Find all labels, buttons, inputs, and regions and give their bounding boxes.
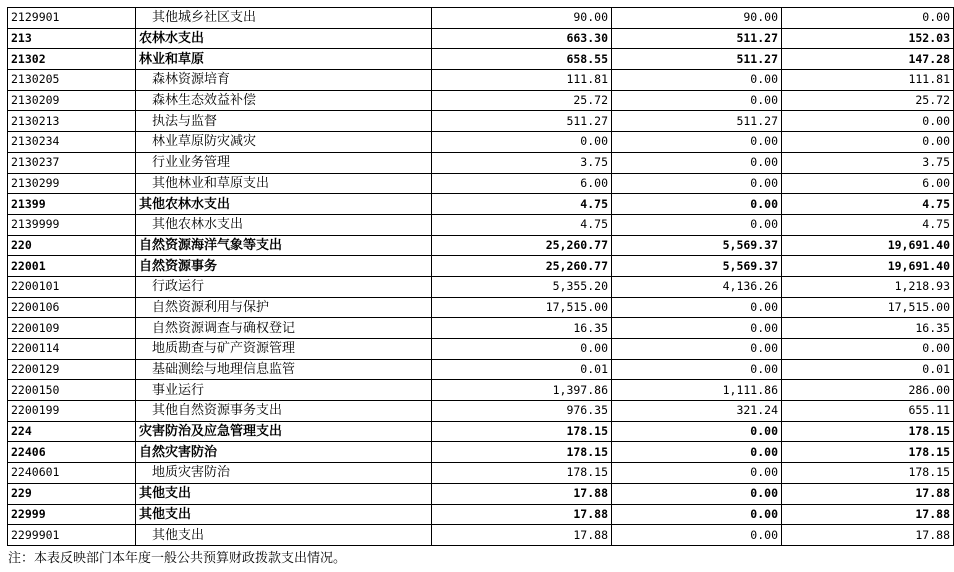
total-amount-cell: 4.75 [432,194,612,215]
table-row [8,111,954,132]
subject-name-cell: 其他支出 [136,525,432,546]
subject-code-cell: 2200114 [8,339,136,360]
footnote: 注：本表反映部门本年度一般公共预算财政拨款支出情况。 [8,551,347,566]
project-expenditure-cell: 6.00 [782,173,954,194]
table-row [8,49,954,70]
project-expenditure-cell: 286.00 [782,380,954,401]
project-expenditure-cell: 4.75 [782,214,954,235]
total-amount-cell: 0.00 [432,339,612,360]
basic-expenditure-cell: 5,569.37 [612,235,782,256]
subject-name-cell: 森林资源培育 [136,70,432,91]
subject-name-cell: 执法与监督 [136,111,432,132]
subject-code-cell: 22001 [8,256,136,277]
subject-code-cell: 2130237 [8,152,136,173]
subject-name-cell: 其他支出 [136,483,432,504]
basic-expenditure-cell: 0.00 [612,173,782,194]
subject-code-cell: 2299901 [8,525,136,546]
basic-expenditure-cell: 511.27 [612,28,782,49]
basic-expenditure-cell: 0.00 [612,90,782,111]
subject-name-cell: 林业和草原 [136,49,432,70]
table-row [8,442,954,463]
subject-name-cell: 其他农林水支出 [136,214,432,235]
project-expenditure-cell: 17.88 [782,483,954,504]
basic-expenditure-cell: 0.00 [612,70,782,91]
subject-name-cell: 其他城乡社区支出 [136,8,432,29]
project-expenditure-cell: 4.75 [782,194,954,215]
table-row [8,276,954,297]
project-expenditure-cell: 19,691.40 [782,235,954,256]
subject-code-cell: 2240601 [8,463,136,484]
subject-code-cell: 2200106 [8,297,136,318]
project-expenditure-cell: 17.88 [782,504,954,525]
subject-code-cell: 2200129 [8,359,136,380]
table-row [8,463,954,484]
subject-name-cell: 行政运行 [136,276,432,297]
basic-expenditure-cell: 0.00 [612,297,782,318]
basic-expenditure-cell: 0.00 [612,152,782,173]
basic-expenditure-cell: 0.00 [612,132,782,153]
subject-code-cell: 22406 [8,442,136,463]
subject-name-cell: 行业业务管理 [136,152,432,173]
project-expenditure-cell: 0.00 [782,8,954,29]
subject-name-cell: 农林水支出 [136,28,432,49]
table-row [8,297,954,318]
subject-name-cell: 地质灾害防治 [136,463,432,484]
project-expenditure-cell: 111.81 [782,70,954,91]
basic-expenditure-cell: 0.00 [612,194,782,215]
project-expenditure-cell: 1,218.93 [782,276,954,297]
basic-expenditure-cell: 0.00 [612,359,782,380]
basic-expenditure-cell: 5,569.37 [612,256,782,277]
table-row [8,173,954,194]
subject-code-cell: 2139999 [8,214,136,235]
basic-expenditure-cell: 0.00 [612,318,782,339]
total-amount-cell: 178.15 [432,421,612,442]
basic-expenditure-cell: 0.00 [612,421,782,442]
project-expenditure-cell: 178.15 [782,442,954,463]
project-expenditure-cell: 655.11 [782,401,954,422]
project-expenditure-cell: 17,515.00 [782,297,954,318]
project-expenditure-cell: 25.72 [782,90,954,111]
total-amount-cell: 4.75 [432,214,612,235]
total-amount-cell: 17.88 [432,504,612,525]
total-amount-cell: 0.00 [432,132,612,153]
subject-code-cell: 21399 [8,194,136,215]
project-expenditure-cell: 16.35 [782,318,954,339]
subject-code-cell: 2130213 [8,111,136,132]
table-row [8,504,954,525]
total-amount-cell: 976.35 [432,401,612,422]
subject-code-cell: 2130205 [8,70,136,91]
basic-expenditure-cell: 90.00 [612,8,782,29]
subject-name-cell: 其他农林水支出 [136,194,432,215]
table-row [8,380,954,401]
table-row [8,28,954,49]
subject-name-cell: 自然资源事务 [136,256,432,277]
project-expenditure-cell: 0.00 [782,111,954,132]
subject-name-cell: 地质勘查与矿产资源管理 [136,339,432,360]
project-expenditure-cell: 178.15 [782,421,954,442]
subject-code-cell: 2200150 [8,380,136,401]
expenditure-table [7,7,954,546]
table-row [8,8,954,29]
subject-code-cell: 2130234 [8,132,136,153]
basic-expenditure-cell: 0.00 [612,483,782,504]
basic-expenditure-cell: 0.00 [612,339,782,360]
table-row [8,152,954,173]
project-expenditure-cell: 3.75 [782,152,954,173]
subject-name-cell: 事业运行 [136,380,432,401]
basic-expenditure-cell: 511.27 [612,49,782,70]
total-amount-cell: 5,355.20 [432,276,612,297]
basic-expenditure-cell: 0.00 [612,214,782,235]
subject-name-cell: 自然资源利用与保护 [136,297,432,318]
table-row [8,256,954,277]
basic-expenditure-cell: 511.27 [612,111,782,132]
table-body [8,8,954,546]
total-amount-cell: 16.35 [432,318,612,339]
subject-code-cell: 21302 [8,49,136,70]
project-expenditure-cell: 147.28 [782,49,954,70]
subject-code-cell: 2130299 [8,173,136,194]
subject-name-cell: 森林生态效益补偿 [136,90,432,111]
table-row [8,318,954,339]
subject-code-cell: 224 [8,421,136,442]
subject-name-cell: 林业草原防灾减灾 [136,132,432,153]
subject-code-cell: 22999 [8,504,136,525]
basic-expenditure-cell: 0.00 [612,463,782,484]
subject-code-cell: 213 [8,28,136,49]
total-amount-cell: 17.88 [432,525,612,546]
subject-name-cell: 自然灾害防治 [136,442,432,463]
total-amount-cell: 25,260.77 [432,235,612,256]
subject-code-cell: 2200101 [8,276,136,297]
table-row [8,483,954,504]
total-amount-cell: 658.55 [432,49,612,70]
basic-expenditure-cell: 0.00 [612,442,782,463]
subject-name-cell: 灾害防治及应急管理支出 [136,421,432,442]
table-row [8,525,954,546]
total-amount-cell: 6.00 [432,173,612,194]
subject-name-cell: 其他自然资源事务支出 [136,401,432,422]
total-amount-cell: 17,515.00 [432,297,612,318]
table-row [8,70,954,91]
total-amount-cell: 0.01 [432,359,612,380]
total-amount-cell: 90.00 [432,8,612,29]
basic-expenditure-cell: 1,111.86 [612,380,782,401]
total-amount-cell: 25.72 [432,90,612,111]
basic-expenditure-cell: 4,136.26 [612,276,782,297]
subject-code-cell: 2200109 [8,318,136,339]
project-expenditure-cell: 19,691.40 [782,256,954,277]
project-expenditure-cell: 152.03 [782,28,954,49]
subject-code-cell: 2200199 [8,401,136,422]
total-amount-cell: 25,260.77 [432,256,612,277]
subject-name-cell: 自然资源海洋气象等支出 [136,235,432,256]
table-row [8,132,954,153]
project-expenditure-cell: 0.00 [782,339,954,360]
total-amount-cell: 3.75 [432,152,612,173]
subject-code-cell: 229 [8,483,136,504]
table-row [8,214,954,235]
subject-name-cell: 基础测绘与地理信息监管 [136,359,432,380]
subject-code-cell: 2130209 [8,90,136,111]
table-row [8,421,954,442]
project-expenditure-cell: 178.15 [782,463,954,484]
project-expenditure-cell: 17.88 [782,525,954,546]
basic-expenditure-cell: 0.00 [612,525,782,546]
total-amount-cell: 1,397.86 [432,380,612,401]
table-row [8,194,954,215]
subject-name-cell: 自然资源调查与确权登记 [136,318,432,339]
table-row [8,401,954,422]
total-amount-cell: 178.15 [432,442,612,463]
total-amount-cell: 511.27 [432,111,612,132]
total-amount-cell: 17.88 [432,483,612,504]
total-amount-cell: 178.15 [432,463,612,484]
table-row [8,339,954,360]
subject-name-cell: 其他林业和草原支出 [136,173,432,194]
basic-expenditure-cell: 321.24 [612,401,782,422]
total-amount-cell: 663.30 [432,28,612,49]
project-expenditure-cell: 0.01 [782,359,954,380]
table-row [8,235,954,256]
table-row [8,359,954,380]
subject-name-cell: 其他支出 [136,504,432,525]
subject-code-cell: 2129901 [8,8,136,29]
table-row [8,90,954,111]
subject-code-cell: 220 [8,235,136,256]
basic-expenditure-cell: 0.00 [612,504,782,525]
project-expenditure-cell: 0.00 [782,132,954,153]
total-amount-cell: 111.81 [432,70,612,91]
